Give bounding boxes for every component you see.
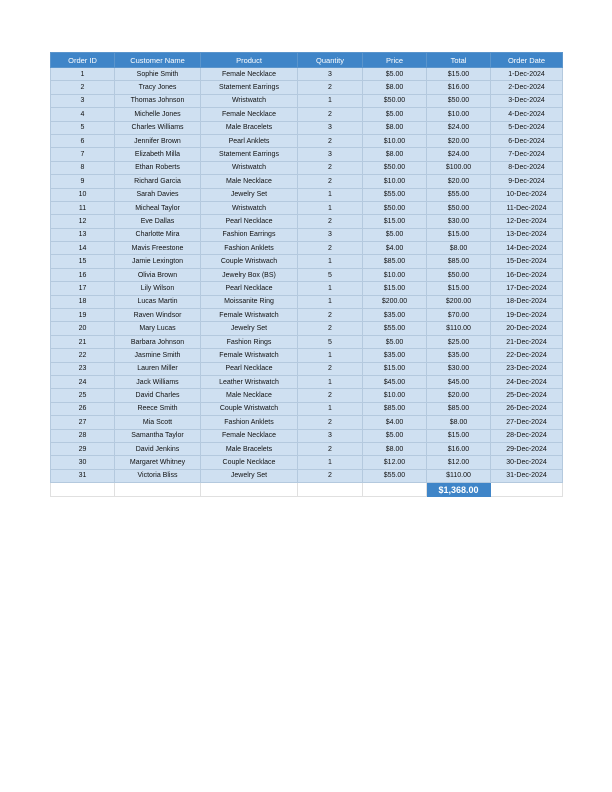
table-row bbox=[51, 175, 563, 188]
total-cell: $30.00 bbox=[427, 215, 491, 228]
price-cell: $5.00 bbox=[363, 68, 427, 81]
customer-name-cell: Charles Williams bbox=[115, 121, 201, 134]
empty-cell bbox=[115, 483, 201, 497]
quantity-cell: 5 bbox=[298, 335, 363, 348]
total-cell: $110.00 bbox=[427, 322, 491, 335]
quantity-cell: 1 bbox=[298, 295, 363, 308]
total-cell: $12.00 bbox=[427, 456, 491, 469]
table-row bbox=[51, 389, 563, 402]
empty-cell bbox=[298, 483, 363, 497]
product-cell: Fashion Anklets bbox=[201, 242, 298, 255]
order-date-cell: 21-Dec-2024 bbox=[491, 335, 563, 348]
table-row bbox=[51, 429, 563, 442]
order-date-cell: 1-Dec-2024 bbox=[491, 68, 563, 81]
customer-name-cell: Victoria Bliss bbox=[115, 469, 201, 482]
column-header-customer-name: Customer Name bbox=[115, 53, 201, 68]
total-cell: $30.00 bbox=[427, 362, 491, 375]
total-cell: $55.00 bbox=[427, 188, 491, 201]
order-id-cell: 10 bbox=[51, 188, 115, 201]
price-cell: $15.00 bbox=[363, 282, 427, 295]
table-row bbox=[51, 375, 563, 388]
order-id-cell: 30 bbox=[51, 456, 115, 469]
table-row bbox=[51, 402, 563, 415]
customer-name-cell: Lucas Martin bbox=[115, 295, 201, 308]
price-cell: $50.00 bbox=[363, 201, 427, 214]
total-cell: $70.00 bbox=[427, 309, 491, 322]
total-cell: $50.00 bbox=[427, 201, 491, 214]
total-cell: $10.00 bbox=[427, 108, 491, 121]
price-cell: $85.00 bbox=[363, 255, 427, 268]
order-id-cell: 8 bbox=[51, 161, 115, 174]
price-cell: $35.00 bbox=[363, 309, 427, 322]
product-cell: Pearl Anklets bbox=[201, 134, 298, 147]
quantity-cell: 3 bbox=[298, 121, 363, 134]
price-cell: $15.00 bbox=[363, 215, 427, 228]
price-cell: $4.00 bbox=[363, 416, 427, 429]
table-row bbox=[51, 161, 563, 174]
total-cell: $15.00 bbox=[427, 429, 491, 442]
total-row bbox=[51, 483, 563, 497]
table-row bbox=[51, 108, 563, 121]
table-row bbox=[51, 68, 563, 81]
quantity-cell: 2 bbox=[298, 81, 363, 94]
order-date-cell: 14-Dec-2024 bbox=[491, 242, 563, 255]
customer-name-cell: Sophie Smith bbox=[115, 68, 201, 81]
customer-name-cell: Olivia Brown bbox=[115, 268, 201, 281]
table-row bbox=[51, 322, 563, 335]
customer-name-cell: Ethan Roberts bbox=[115, 161, 201, 174]
product-cell: Male Necklace bbox=[201, 389, 298, 402]
total-cell: $15.00 bbox=[427, 282, 491, 295]
price-cell: $200.00 bbox=[363, 295, 427, 308]
table-row bbox=[51, 255, 563, 268]
table-row bbox=[51, 201, 563, 214]
product-cell: Wristwatch bbox=[201, 201, 298, 214]
customer-name-cell: Elizabeth Milla bbox=[115, 148, 201, 161]
product-cell: Moissanite Ring bbox=[201, 295, 298, 308]
total-cell: $24.00 bbox=[427, 148, 491, 161]
order-date-cell: 13-Dec-2024 bbox=[491, 228, 563, 241]
order-date-cell: 15-Dec-2024 bbox=[491, 255, 563, 268]
price-cell: $5.00 bbox=[363, 429, 427, 442]
column-header-product: Product bbox=[201, 53, 298, 68]
order-date-cell: 11-Dec-2024 bbox=[491, 201, 563, 214]
table-row bbox=[51, 362, 563, 375]
order-id-cell: 26 bbox=[51, 402, 115, 415]
total-cell: $50.00 bbox=[427, 94, 491, 107]
order-id-cell: 12 bbox=[51, 215, 115, 228]
quantity-cell: 1 bbox=[298, 349, 363, 362]
quantity-cell: 2 bbox=[298, 362, 363, 375]
price-cell: $10.00 bbox=[363, 389, 427, 402]
order-date-cell: 7-Dec-2024 bbox=[491, 148, 563, 161]
column-header-price: Price bbox=[363, 53, 427, 68]
product-cell: Female Wristwatch bbox=[201, 349, 298, 362]
product-cell: Fashion Rings bbox=[201, 335, 298, 348]
quantity-cell: 3 bbox=[298, 429, 363, 442]
price-cell: $10.00 bbox=[363, 268, 427, 281]
quantity-cell: 3 bbox=[298, 68, 363, 81]
product-cell: Male Bracelets bbox=[201, 121, 298, 134]
order-id-cell: 16 bbox=[51, 268, 115, 281]
quantity-cell: 1 bbox=[298, 255, 363, 268]
quantity-cell: 2 bbox=[298, 134, 363, 147]
order-id-cell: 22 bbox=[51, 349, 115, 362]
order-date-cell: 20-Dec-2024 bbox=[491, 322, 563, 335]
column-header-quantity: Quantity bbox=[298, 53, 363, 68]
table-row bbox=[51, 215, 563, 228]
table-row bbox=[51, 309, 563, 322]
customer-name-cell: Barbara Johnson bbox=[115, 335, 201, 348]
product-cell: Female Necklace bbox=[201, 108, 298, 121]
table-row bbox=[51, 94, 563, 107]
column-header-total: Total bbox=[427, 53, 491, 68]
product-cell: Wristwatch bbox=[201, 161, 298, 174]
product-cell: Jewelry Box (BS) bbox=[201, 268, 298, 281]
order-id-cell: 1 bbox=[51, 68, 115, 81]
order-date-cell: 25-Dec-2024 bbox=[491, 389, 563, 402]
customer-name-cell: David Charles bbox=[115, 389, 201, 402]
quantity-cell: 2 bbox=[298, 309, 363, 322]
price-cell: $5.00 bbox=[363, 108, 427, 121]
column-header-order-id: Order ID bbox=[51, 53, 115, 68]
total-cell: $20.00 bbox=[427, 175, 491, 188]
header-row bbox=[51, 53, 563, 68]
price-cell: $50.00 bbox=[363, 161, 427, 174]
price-cell: $10.00 bbox=[363, 134, 427, 147]
table-row bbox=[51, 456, 563, 469]
customer-name-cell: Mia Scott bbox=[115, 416, 201, 429]
total-cell: $50.00 bbox=[427, 268, 491, 281]
order-date-cell: 17-Dec-2024 bbox=[491, 282, 563, 295]
product-cell: Fashion Anklets bbox=[201, 416, 298, 429]
order-id-cell: 14 bbox=[51, 242, 115, 255]
order-date-cell: 10-Dec-2024 bbox=[491, 188, 563, 201]
order-date-cell: 29-Dec-2024 bbox=[491, 442, 563, 455]
table-row bbox=[51, 228, 563, 241]
total-cell: $110.00 bbox=[427, 469, 491, 482]
total-cell: $35.00 bbox=[427, 349, 491, 362]
customer-name-cell: Eve Dallas bbox=[115, 215, 201, 228]
price-cell: $45.00 bbox=[363, 375, 427, 388]
product-cell: Female Necklace bbox=[201, 429, 298, 442]
quantity-cell: 1 bbox=[298, 402, 363, 415]
quantity-cell: 2 bbox=[298, 469, 363, 482]
table-row bbox=[51, 148, 563, 161]
product-cell: Male Bracelets bbox=[201, 442, 298, 455]
price-cell: $55.00 bbox=[363, 188, 427, 201]
customer-name-cell: Jasmine Smith bbox=[115, 349, 201, 362]
total-cell: $45.00 bbox=[427, 375, 491, 388]
total-cell: $15.00 bbox=[427, 228, 491, 241]
table-row bbox=[51, 282, 563, 295]
customer-name-cell: Mavis Freestone bbox=[115, 242, 201, 255]
price-cell: $5.00 bbox=[363, 335, 427, 348]
order-date-cell: 27-Dec-2024 bbox=[491, 416, 563, 429]
customer-name-cell: Raven Windsor bbox=[115, 309, 201, 322]
product-cell: Pearl Necklace bbox=[201, 282, 298, 295]
price-cell: $4.00 bbox=[363, 242, 427, 255]
product-cell: Leather Wristwatch bbox=[201, 375, 298, 388]
quantity-cell: 1 bbox=[298, 94, 363, 107]
customer-name-cell: Margaret Whitney bbox=[115, 456, 201, 469]
order-id-cell: 19 bbox=[51, 309, 115, 322]
order-id-cell: 21 bbox=[51, 335, 115, 348]
order-id-cell: 15 bbox=[51, 255, 115, 268]
price-cell: $5.00 bbox=[363, 228, 427, 241]
product-cell: Fashion Earrings bbox=[201, 228, 298, 241]
order-id-cell: 24 bbox=[51, 375, 115, 388]
table-row bbox=[51, 416, 563, 429]
order-id-cell: 7 bbox=[51, 148, 115, 161]
total-cell: $200.00 bbox=[427, 295, 491, 308]
order-date-cell: 4-Dec-2024 bbox=[491, 108, 563, 121]
product-cell: Jewelry Set bbox=[201, 188, 298, 201]
order-id-cell: 29 bbox=[51, 442, 115, 455]
quantity-cell: 2 bbox=[298, 175, 363, 188]
price-cell: $50.00 bbox=[363, 94, 427, 107]
quantity-cell: 5 bbox=[298, 268, 363, 281]
price-cell: $8.00 bbox=[363, 81, 427, 94]
customer-name-cell: David Jenkins bbox=[115, 442, 201, 455]
product-cell: Female Wristwatch bbox=[201, 309, 298, 322]
order-date-cell: 8-Dec-2024 bbox=[491, 161, 563, 174]
price-cell: $12.00 bbox=[363, 456, 427, 469]
total-cell: $20.00 bbox=[427, 389, 491, 402]
column-header-order-date: Order Date bbox=[491, 53, 563, 68]
order-date-cell: 26-Dec-2024 bbox=[491, 402, 563, 415]
order-id-cell: 11 bbox=[51, 201, 115, 214]
quantity-cell: 2 bbox=[298, 389, 363, 402]
order-date-cell: 2-Dec-2024 bbox=[491, 81, 563, 94]
order-date-cell: 31-Dec-2024 bbox=[491, 469, 563, 482]
order-date-cell: 18-Dec-2024 bbox=[491, 295, 563, 308]
order-date-cell: 3-Dec-2024 bbox=[491, 94, 563, 107]
quantity-cell: 2 bbox=[298, 108, 363, 121]
quantity-cell: 1 bbox=[298, 188, 363, 201]
quantity-cell: 2 bbox=[298, 416, 363, 429]
order-date-cell: 22-Dec-2024 bbox=[491, 349, 563, 362]
customer-name-cell: Micheal Taylor bbox=[115, 201, 201, 214]
quantity-cell: 2 bbox=[298, 442, 363, 455]
order-date-cell: 24-Dec-2024 bbox=[491, 375, 563, 388]
price-cell: $8.00 bbox=[363, 442, 427, 455]
order-id-cell: 9 bbox=[51, 175, 115, 188]
product-cell: Couple Wristwach bbox=[201, 255, 298, 268]
quantity-cell: 2 bbox=[298, 161, 363, 174]
customer-name-cell: Lily Wilson bbox=[115, 282, 201, 295]
product-cell: Male Necklace bbox=[201, 175, 298, 188]
price-cell: $55.00 bbox=[363, 469, 427, 482]
quantity-cell: 2 bbox=[298, 322, 363, 335]
order-id-cell: 31 bbox=[51, 469, 115, 482]
customer-name-cell: Jack Williams bbox=[115, 375, 201, 388]
table-row bbox=[51, 335, 563, 348]
order-date-cell: 19-Dec-2024 bbox=[491, 309, 563, 322]
price-cell: $10.00 bbox=[363, 175, 427, 188]
total-cell: $15.00 bbox=[427, 68, 491, 81]
order-id-cell: 18 bbox=[51, 295, 115, 308]
table-row bbox=[51, 121, 563, 134]
order-date-cell: 9-Dec-2024 bbox=[491, 175, 563, 188]
table-row bbox=[51, 442, 563, 455]
product-cell: Pearl Necklace bbox=[201, 362, 298, 375]
order-id-cell: 5 bbox=[51, 121, 115, 134]
order-date-cell: 6-Dec-2024 bbox=[491, 134, 563, 147]
product-cell: Statement Earrings bbox=[201, 148, 298, 161]
total-cell: $8.00 bbox=[427, 242, 491, 255]
empty-cell bbox=[363, 483, 427, 497]
quantity-cell: 2 bbox=[298, 242, 363, 255]
price-cell: $55.00 bbox=[363, 322, 427, 335]
customer-name-cell: Jamie Lexington bbox=[115, 255, 201, 268]
total-cell: $100.00 bbox=[427, 161, 491, 174]
customer-name-cell: Sarah Davies bbox=[115, 188, 201, 201]
product-cell: Jewelry Set bbox=[201, 469, 298, 482]
product-cell: Jewelry Set bbox=[201, 322, 298, 335]
price-cell: $35.00 bbox=[363, 349, 427, 362]
table-row bbox=[51, 242, 563, 255]
total-cell: $24.00 bbox=[427, 121, 491, 134]
empty-cell bbox=[51, 483, 115, 497]
table-row bbox=[51, 81, 563, 94]
order-id-cell: 17 bbox=[51, 282, 115, 295]
product-cell: Wristwatch bbox=[201, 94, 298, 107]
grand-total-cell: $1,368.00 bbox=[427, 483, 491, 497]
customer-name-cell: Reece Smith bbox=[115, 402, 201, 415]
order-id-cell: 27 bbox=[51, 416, 115, 429]
customer-name-cell: Charlotte Mira bbox=[115, 228, 201, 241]
product-cell: Couple Necklace bbox=[201, 456, 298, 469]
order-id-cell: 4 bbox=[51, 108, 115, 121]
order-id-cell: 6 bbox=[51, 134, 115, 147]
quantity-cell: 3 bbox=[298, 148, 363, 161]
order-id-cell: 25 bbox=[51, 389, 115, 402]
total-cell: $8.00 bbox=[427, 416, 491, 429]
customer-name-cell: Tracy Jones bbox=[115, 81, 201, 94]
order-id-cell: 3 bbox=[51, 94, 115, 107]
customer-name-cell: Richard Garcia bbox=[115, 175, 201, 188]
empty-cell bbox=[201, 483, 298, 497]
order-date-cell: 5-Dec-2024 bbox=[491, 121, 563, 134]
table-row bbox=[51, 134, 563, 147]
customer-name-cell: Lauren Miller bbox=[115, 362, 201, 375]
order-id-cell: 28 bbox=[51, 429, 115, 442]
price-cell: $8.00 bbox=[363, 148, 427, 161]
price-cell: $85.00 bbox=[363, 402, 427, 415]
empty-cell bbox=[491, 483, 563, 497]
total-cell: $85.00 bbox=[427, 255, 491, 268]
product-cell: Female Necklace bbox=[201, 68, 298, 81]
quantity-cell: 1 bbox=[298, 282, 363, 295]
total-cell: $20.00 bbox=[427, 134, 491, 147]
customer-name-cell: Michelle Jones bbox=[115, 108, 201, 121]
order-date-cell: 23-Dec-2024 bbox=[491, 362, 563, 375]
customer-name-cell: Samantha Taylor bbox=[115, 429, 201, 442]
quantity-cell: 3 bbox=[298, 228, 363, 241]
product-cell: Couple Wristwatch bbox=[201, 402, 298, 415]
price-cell: $15.00 bbox=[363, 362, 427, 375]
order-id-cell: 2 bbox=[51, 81, 115, 94]
total-cell: $25.00 bbox=[427, 335, 491, 348]
order-date-cell: 12-Dec-2024 bbox=[491, 215, 563, 228]
quantity-cell: 1 bbox=[298, 456, 363, 469]
order-id-cell: 23 bbox=[51, 362, 115, 375]
quantity-cell: 2 bbox=[298, 215, 363, 228]
quantity-cell: 1 bbox=[298, 375, 363, 388]
total-cell: $85.00 bbox=[427, 402, 491, 415]
total-cell: $16.00 bbox=[427, 81, 491, 94]
price-cell: $8.00 bbox=[363, 121, 427, 134]
product-cell: Statement Earrings bbox=[201, 81, 298, 94]
order-id-cell: 20 bbox=[51, 322, 115, 335]
table-row bbox=[51, 295, 563, 308]
order-date-cell: 28-Dec-2024 bbox=[491, 429, 563, 442]
table-row bbox=[51, 268, 563, 281]
table-row bbox=[51, 349, 563, 362]
customer-name-cell: Jennifer Brown bbox=[115, 134, 201, 147]
table-row bbox=[51, 469, 563, 482]
table-row bbox=[51, 188, 563, 201]
product-cell: Pearl Necklace bbox=[201, 215, 298, 228]
customer-name-cell: Thomas Johnson bbox=[115, 94, 201, 107]
total-cell: $16.00 bbox=[427, 442, 491, 455]
order-date-cell: 30-Dec-2024 bbox=[491, 456, 563, 469]
order-date-cell: 16-Dec-2024 bbox=[491, 268, 563, 281]
orders-table bbox=[50, 52, 563, 497]
customer-name-cell: Mary Lucas bbox=[115, 322, 201, 335]
order-id-cell: 13 bbox=[51, 228, 115, 241]
quantity-cell: 1 bbox=[298, 201, 363, 214]
